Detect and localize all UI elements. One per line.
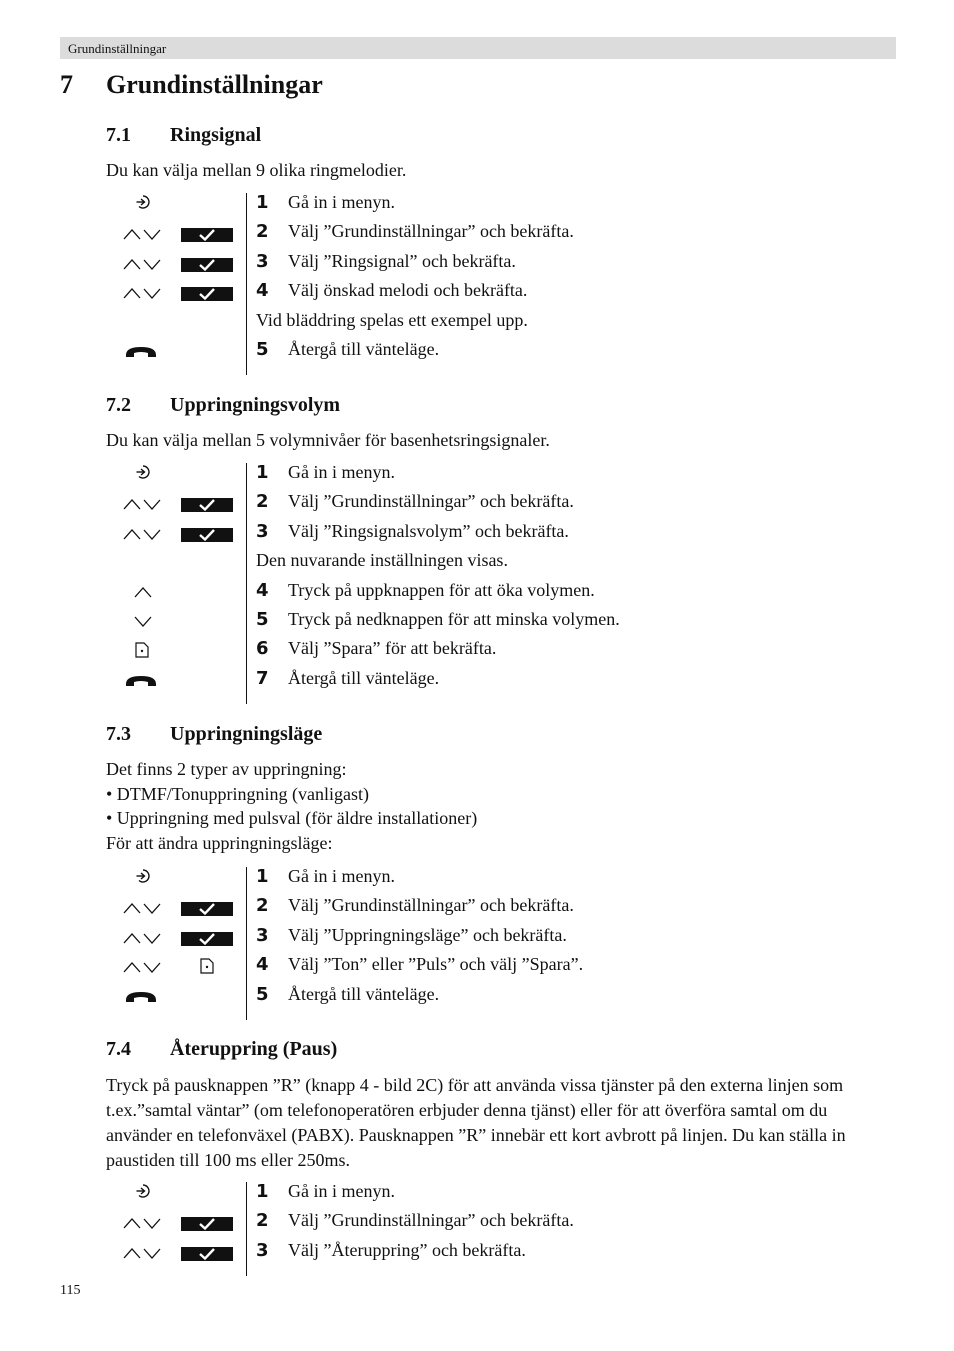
down-icon [133,614,153,633]
step-row [0,609,954,638]
step-text: Välj ”Uppringningsläge” och bekräfta. [288,925,567,945]
up-down-icon [122,1216,162,1235]
step-row [0,580,954,609]
step-number: 3 [256,1240,269,1261]
step-text: Välj ”Spara” för att bekräfta. [288,638,497,658]
step-number: 7 [256,668,269,689]
step-text: Välj ”Grundinställningar” och bekräfta. [288,1210,574,1230]
up-down-icon [122,901,162,920]
step-text: Gå in i menyn. [288,462,395,482]
step-number: 3 [256,925,269,946]
step-text: Gå in i menyn. [288,192,395,212]
step-text: Välj ”Ton” eller ”Puls” och välj ”Spara”. [288,954,584,974]
section-title: Ringsignal [170,124,262,146]
step-text: Tryck på nedknappen för att minska volymen. [288,609,620,629]
step-row [0,192,954,221]
step-row [0,462,954,491]
step-note-row [0,310,954,339]
step-text: Återgå till vänteläge. [288,668,440,688]
section-number: 7.1 [106,124,131,146]
step-text: Välj ”Grundinställningar” och bekräfta. [288,491,574,511]
step-number: 1 [256,462,269,483]
step-number: 5 [256,984,269,1005]
step-row [0,984,954,1013]
bullet-item: • DTMF/Tonuppringning (vanligast) [106,784,370,804]
up-down-icon [122,497,162,516]
step-row [0,866,954,895]
step-row [0,668,954,697]
page-number: 115 [60,1283,81,1298]
section-intro: Tryck på pausknappen ”R” (knapp 4 - bild 2C) för att använda vissa tjänster på den externa linjen som t.ex.”samtal väntar” (om telefonoperatören erbjuder denna tjänst) eller för att överföra samtal om du använder en telefonväxel (PABX). Pausknappen ”R” innebär ett kort avbrott på linjen. Du kan ställa in paustiden till 100 ms eller 250ms. [106,1075,846,1170]
ok-key-icon [181,1217,233,1236]
chapter-title: Grundinställningar [106,70,323,99]
step-row [0,895,954,924]
menu-icon [135,868,151,889]
step-number: 3 [256,521,269,542]
up-down-icon [122,1246,162,1265]
step-text: Återgå till vänteläge. [288,984,440,1004]
menu-icon [135,1183,151,1204]
intro-line: Det finns 2 typer av uppringning: [106,759,347,779]
step-number: 5 [256,339,269,360]
step-row [0,339,954,368]
step-note-row [0,550,954,579]
up-down-icon [122,931,162,950]
section-intro: Du kan välja mellan 5 volymnivåer för basenhetsringsignaler. [106,430,550,450]
menu-icon [135,464,151,485]
step-number: 1 [256,192,269,213]
save-icon [135,642,149,663]
step-number: 1 [256,1181,269,1202]
step-row [0,491,954,520]
ok-key-icon [181,528,233,547]
step-number: 1 [256,866,269,887]
bullet-item: • Uppringning med pulsval (för äldre installationer) [106,808,478,828]
step-number: 2 [256,221,269,242]
step-row [0,638,954,667]
section-number: 7.4 [106,1038,131,1060]
ok-key-icon [181,228,233,247]
step-row [0,521,954,550]
step-text: Välj ”Ringsignalsvolym” och bekräfta. [288,521,569,541]
step-note: Den nuvarande inställningen visas. [256,550,508,570]
chapter-number: 7 [60,70,73,99]
step-row [0,1240,954,1269]
running-header [60,37,896,59]
step-number: 3 [256,251,269,272]
ok-key-icon [181,1247,233,1266]
step-text: Återgå till vänteläge. [288,339,440,359]
step-text: Välj önskad melodi och bekräfta. [288,280,528,300]
step-text: Tryck på uppknappen för att öka volymen. [288,580,595,600]
up-down-icon [122,227,162,246]
step-row [0,251,954,280]
up-down-icon [122,286,162,305]
menu-icon [135,194,151,215]
hangup-icon [124,345,158,364]
step-number: 5 [256,609,269,630]
ok-key-icon [181,258,233,277]
step-number: 2 [256,1210,269,1231]
section-intro: Du kan välja mellan 9 olika ringmelodier. [106,160,407,180]
up-down-icon [122,257,162,276]
ok-key-icon [181,902,233,921]
step-number: 2 [256,491,269,512]
step-number: 2 [256,895,269,916]
step-number: 4 [256,280,269,301]
section-number: 7.2 [106,394,131,416]
ok-key-icon [181,498,233,517]
step-row [0,1181,954,1210]
step-note: Vid bläddring spelas ett exempel upp. [256,310,528,330]
step-row [0,221,954,250]
section-title: Uppringningsvolym [170,394,341,416]
step-row [0,925,954,954]
hangup-icon [124,674,158,693]
ok-key-icon [181,932,233,951]
up-down-icon [122,960,162,979]
step-number: 4 [256,580,269,601]
step-row [0,1210,954,1239]
step-text: Välj ”Återuppring” och bekräfta. [288,1240,526,1260]
step-text: Välj ”Grundinställningar” och bekräfta. [288,895,574,915]
section-title: Uppringningsläge [170,723,323,745]
section-number: 7.3 [106,723,131,745]
step-number: 4 [256,954,269,975]
step-number: 6 [256,638,269,659]
up-icon [133,585,153,604]
up-down-icon [122,527,162,546]
save-icon [200,958,214,979]
step-text: Gå in i menyn. [288,1181,395,1201]
ok-key-icon [181,287,233,306]
step-text: Gå in i menyn. [288,866,395,886]
step-row [0,280,954,309]
running-header-title: Grundinställningar [68,41,167,56]
step-row [0,954,954,983]
section-title: Återuppring (Paus) [170,1038,338,1060]
step-text: Välj ”Grundinställningar” och bekräfta. [288,221,574,241]
step-text: Välj ”Ringsignal” och bekräfta. [288,251,516,271]
hangup-icon [124,990,158,1009]
intro-line: För att ändra uppringningsläge: [106,833,333,853]
